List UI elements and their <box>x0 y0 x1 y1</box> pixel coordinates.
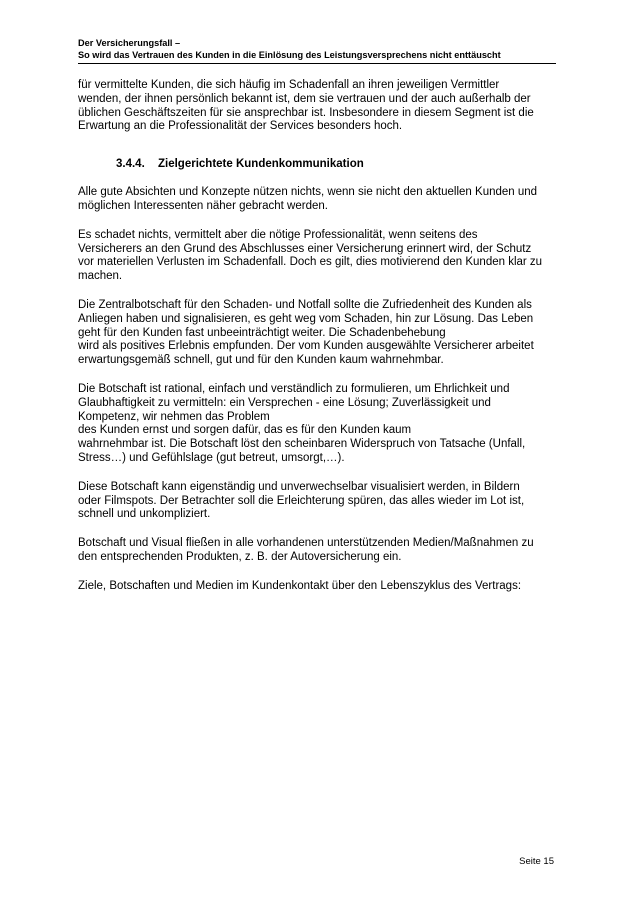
text-line: Glaubhaftigkeit zu vermitteln: ein Versprechen - eine Lösung; Zuverlässigkeit und <box>78 396 491 409</box>
text-line: Die Zentralbotschaft für den Schaden- und Notfall sollte die Zufriedenheit des Kunden als <box>78 298 532 311</box>
text-line: üblichen Geschäftszeiten für sie ansprechbar ist. Insbesondere in diesem Segment ist die <box>78 106 534 119</box>
text-line: vor materiellen Verlusten im Schadenfall. Doch es gilt, dies motivierend den Kunden klar zu <box>78 256 543 269</box>
text-line: Stress…) und Gefühlslage (gut betreut, umsorgt,…). <box>78 451 345 464</box>
text-line: Es schadet nichts, vermittelt aber die nötige Professionalität, wenn seitens des <box>78 228 478 241</box>
text-line: für vermittelte Kunden, die sich häufig im Schadenfall an ihren jeweiligen Vermittler <box>78 79 500 91</box>
text-line: oder Filmspots. Der Betrachter soll die Erleichterung spüren, das alles wieder im Lot ist, <box>78 494 525 507</box>
text-line: möglichen Interessenten näher gebracht werden. <box>78 199 328 212</box>
text-line: Alle gute Absichten und Konzepte nützen nichts, wenn sie nicht den aktuellen Kunden und <box>78 186 538 199</box>
header-title-line-1: Der Versicherungsfall – <box>78 38 181 48</box>
text-line: machen. <box>78 270 123 283</box>
text-line: geht für den Kunden fast unbeeinträchtigt weiter. Die Schadenbehebung <box>78 326 446 339</box>
page-header <box>78 37 556 64</box>
text-line: Diese Botschaft kann eigenständig und unverwechselbar visualisiert werden, in Bildern <box>78 480 520 493</box>
text-line: Erwartung an die Professionalität der Services besonders hoch. <box>78 120 403 133</box>
paragraph <box>78 580 560 594</box>
text-line: Versicherers an den Grund des Abschlusses einer Versicherung erinnert wird, der Schutz <box>78 242 532 255</box>
paragraph <box>78 383 560 466</box>
paragraph-intro <box>78 79 560 134</box>
text-line: Die Botschaft ist rational, einfach und verständlich zu formulieren, um Ehrlichkeit und <box>78 382 510 395</box>
text-line: den entsprechenden Produkten, z. B. der Autoversicherung ein. <box>78 550 402 563</box>
section-number: 3.4.4. <box>116 158 145 171</box>
document-body <box>78 79 560 609</box>
text-line: Ziele, Botschaften und Medien im Kundenkontakt über den Lebenszyklus des Vertrags: <box>78 579 522 592</box>
paragraph <box>78 481 560 522</box>
section-heading <box>78 156 560 172</box>
section-title: Zielgerichtete Kundenkommunikation <box>158 158 364 171</box>
paragraph <box>78 186 560 214</box>
text-line: Botschaft und Visual fließen in alle vorhandenen unterstützenden Medien/Maßnahmen zu <box>78 537 534 550</box>
page-number: Seite 15 <box>519 856 554 867</box>
paragraph <box>78 537 560 565</box>
header-title-line-2: So wird das Vertrauen des Kunden in die Einlösung des Leistungsversprechens nicht enttäuscht <box>78 50 501 60</box>
text-line: wird als positives Erlebnis empfunden. Der vom Kunden ausgewählte Versicherer arbeitet <box>78 340 534 353</box>
text-line: schnell und unkompliziert. <box>78 508 211 521</box>
text-line: erwartungsgemäß schnell, gut und für den Kunden kaum wahrnehmbar. <box>78 354 444 367</box>
paragraph <box>78 229 560 284</box>
text-line: wenden, der ihnen persönlich bekannt ist, dem sie vertrauen und der auch außerhalb der <box>78 92 531 105</box>
text-line: Anliegen haben und signalisieren, es geht weg vom Schaden, hin zur Lösung. Das Leben <box>78 312 534 325</box>
paragraph <box>78 299 560 368</box>
text-line: des Kunden ernst und sorgen dafür, das es für den Kunden kaum <box>78 424 412 437</box>
text-line: Kompetenz, wir nehmen das Problem <box>78 410 270 423</box>
text-line: wahrnehmbar ist. Die Botschaft löst den scheinbaren Widerspruch von Tatsache (Unfall, <box>78 438 526 451</box>
